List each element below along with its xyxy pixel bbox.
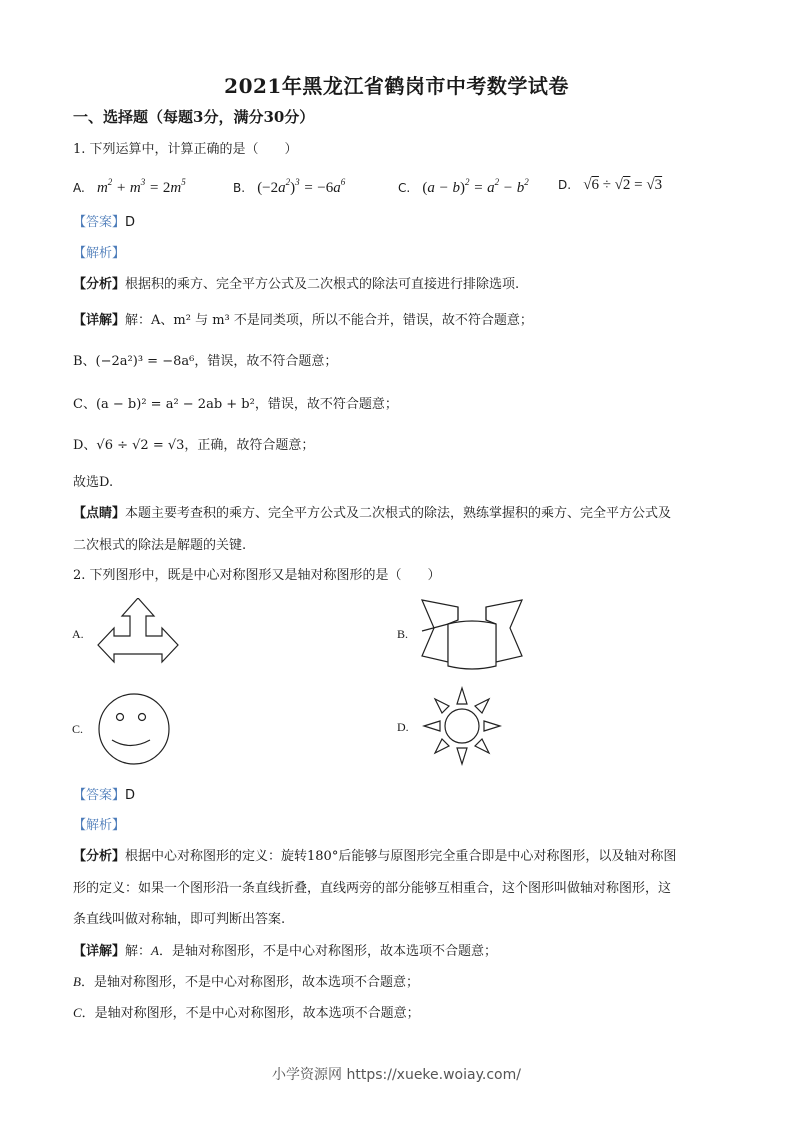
- q2-xiangjie-a: 【详解】解：A．是轴对称图形，不是中心对称图形，故本选项不合题意；: [73, 943, 497, 959]
- answer-value: D: [125, 788, 136, 803]
- q1-option-b-expr: $(-2a^2)^3 = -6a^6$: [257, 177, 346, 196]
- q1-xiangjie-a: 【详解】解：A、m² 与 m³ 不是同类项，所以不能合并，错误，故不符合题意；: [73, 313, 533, 328]
- banner-ribbon-icon: [420, 598, 524, 670]
- q1-dianjing-2: 二次根式的除法是解题的关键.: [73, 538, 247, 553]
- q2-figure-b-label: B.: [397, 627, 409, 641]
- q1-option-b: B. $(-2a^2)^3 = -6a^6$: [233, 177, 346, 196]
- sun-icon: [422, 686, 502, 766]
- smiley-face-icon: [96, 691, 172, 767]
- q1-option-c: C. $(a - b)^2 = a^2 - b^2$: [398, 177, 529, 196]
- q2-xiangjie-b: B．是轴对称图形，不是中心对称图形，故本选项不合题意；: [73, 974, 419, 990]
- q2-figure-c-label: C.: [72, 722, 84, 736]
- q2-fenxi-1: 【分析】根据中心对称图形的定义：旋转180°后能够与原图形完全重合即是中心对称图形，以及轴对称图: [73, 849, 677, 864]
- answer-tag: 【答案】: [73, 788, 126, 803]
- q1-stem: 1. 下列运算中，计算正确的是（ ）: [73, 142, 298, 157]
- q1-answer: [73, 214, 135, 232]
- q1-dianjing-1: 【点睛】本题主要考查积的乘方、完全平方公式及二次根式的除法，熟练掌握积的乘方、完全平方公式及: [73, 506, 672, 521]
- section-heading: 一、选择题（每题3分，满分30分）: [73, 108, 315, 126]
- q1-analysis-tag: 【解析】: [73, 246, 126, 261]
- q1-option-a-expr: $m^2 + m^3 = 2m^5$: [96, 177, 186, 196]
- page-title: 2021年黑龙江省鹤岗市中考数学试卷: [224, 74, 569, 98]
- q1-xiangjie-c: C、(a − b)² = a² − 2ab + b²，错误，故不符合题意；: [73, 397, 398, 412]
- q2-figure-d-label: D.: [397, 720, 409, 734]
- answer-value: D: [125, 215, 136, 230]
- q1-option-a: A. $m^2 + m^3 = 2m^5$: [73, 177, 186, 196]
- q2-xiangjie-c: C．是轴对称图形，不是中心对称图形，故本选项不合题意；: [73, 1005, 420, 1021]
- q2-figure-a-label: A.: [72, 627, 84, 641]
- q2-stem: 2. 下列图形中，既是中心对称图形又是轴对称图形的是（ ）: [73, 568, 441, 583]
- q2-fenxi-3: 条直线叫做对称轴，即可判断出答案.: [73, 912, 286, 927]
- q2-analysis-tag: 【解析】: [73, 818, 126, 833]
- q1-xiangjie-d: D、√6 ÷ √2 = √3，正确，故符合题意；: [73, 438, 315, 453]
- q1-option-d-expr: √6 ÷ √2 = √3: [583, 177, 663, 193]
- q1-option-d: D. √6 ÷ √2 = √3: [558, 177, 663, 193]
- q1-conclusion: 故选D.: [73, 475, 114, 490]
- q1-xiangjie-b: B、(−2a²)³ = −8a⁶，错误，故不符合题意；: [73, 354, 338, 369]
- footer-watermark: 小学资源网 https://xueke.woiay.com/: [272, 1067, 521, 1083]
- q2-answer: [73, 787, 135, 805]
- three-way-arrow-icon: [96, 598, 180, 668]
- answer-tag: 【答案】: [73, 215, 126, 230]
- q1-fenxi: 【分析】根据积的乘方、完全平方公式及二次根式的除法可直接进行排除选项.: [73, 277, 520, 292]
- q1-option-c-expr: $(a - b)^2 = a^2 - b^2$: [422, 177, 529, 196]
- q2-fenxi-2: 形的定义：如果一个图形沿一条直线折叠，直线两旁的部分能够互相重合，这个图形叫做轴对称图形，这: [73, 881, 672, 896]
